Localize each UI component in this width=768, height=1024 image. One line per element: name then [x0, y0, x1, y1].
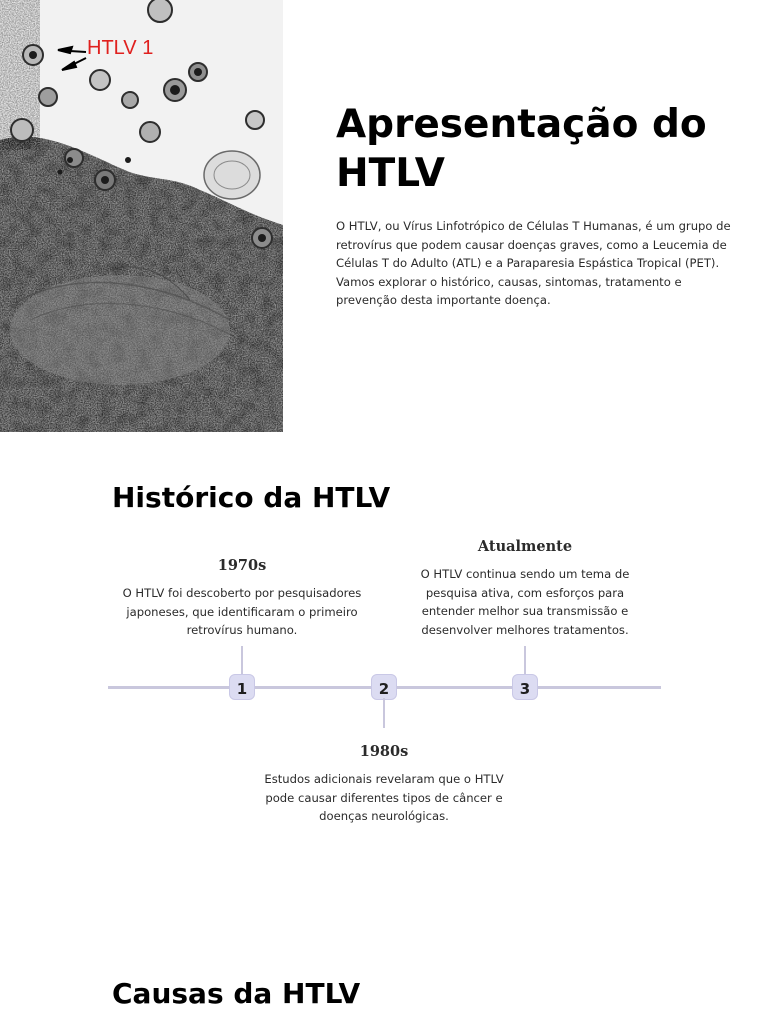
timeline-connector	[241, 646, 243, 676]
page-title: Apresentação do HTLV	[336, 102, 707, 196]
causes-heading: Causas da HTLV	[112, 977, 361, 1010]
timeline-period-3: Atualmente	[477, 538, 573, 555]
timeline-marker-1: 1	[229, 674, 255, 700]
timeline-marker-3: 3	[512, 674, 538, 700]
timeline-marker-2: 2	[371, 674, 397, 700]
timeline-connector	[383, 698, 385, 728]
hero-micrograph	[0, 0, 283, 432]
history-heading: Histórico da HTLV	[112, 481, 391, 514]
timeline-connector	[524, 646, 526, 676]
timeline-period-1: 1970s	[217, 557, 267, 574]
timeline-period-2: 1980s	[359, 743, 409, 760]
timeline-text-3: O HTLV continua sendo um tema de pesquisa ativa, com esforços para entender melhor sua transmissão e desenvolver melhores tratamentos.	[420, 567, 630, 637]
image-label: HTLV 1	[87, 37, 154, 59]
timeline-text-2: Estudos adicionais revelaram que o HTLV pode causar diferentes tipos de câncer e doenças neurológicas.	[264, 772, 504, 824]
intro-paragraph: O HTLV, ou Vírus Linfotrópico de Células T Humanas, é um grupo de retrovírus que podem causar doenças graves, como a Leucemia de Células T do Adulto (ATL) e a Paraparesia Espástica Tropical (PET). Vamos explorar o histórico, causas, sintomas, tratamento e prevenção desta importante doença.	[336, 219, 731, 308]
micrograph-image	[0, 0, 283, 432]
timeline-text-1: O HTLV foi descoberto por pesquisadores japoneses, que identificaram o primeiro retrovírus humano.	[122, 586, 362, 638]
